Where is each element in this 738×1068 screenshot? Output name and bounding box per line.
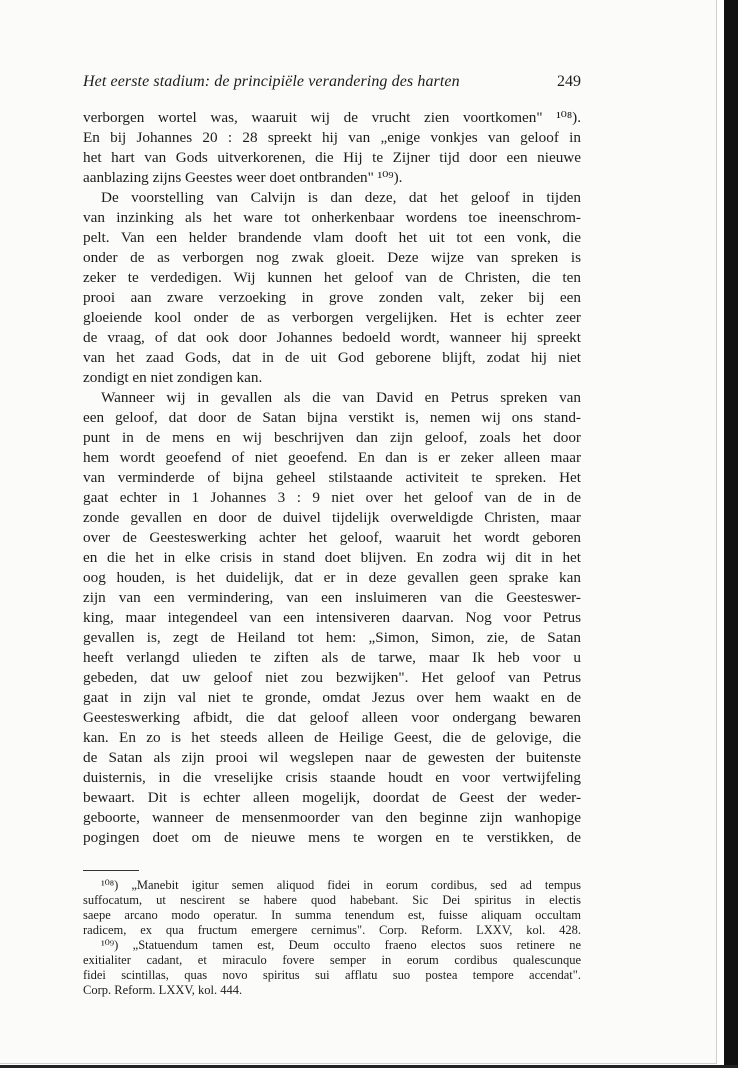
- text-line: het hart van Gods uitverkorenen, die Hij te Zijner tijd door een nieuwe: [83, 149, 581, 166]
- page-number: 249: [557, 73, 581, 90]
- text-line: gebeden, dat uw geloof niet zou bezwijken". Het geloof van Petrus: [83, 669, 581, 686]
- text-line: de vraag, of dat ook door Johannes bedoeld wordt, wanneer hij spreekt: [83, 329, 581, 346]
- text-line: king, maar integendeel van een intensiveren daarvan. Nog voor Petrus: [83, 609, 581, 626]
- text-line: verborgen wortel was, waaruit wij de vrucht zien voortkomen" ¹⁰⁸).: [83, 109, 581, 126]
- text-line: zijn van een vermindering, van een insluimeren van die Geesteswer-: [83, 589, 581, 606]
- text-line: van het zaad Gods, dat in de uit God geborene blijft, zodat hij niet: [83, 349, 581, 366]
- scan-edge-right: [724, 0, 738, 1068]
- text-line: Wanneer wij in gevallen als die van David en Petrus spreken van: [101, 389, 581, 406]
- text-line: en die het in elke crisis in stand doet blijven. En zodra wij dit in het: [83, 549, 581, 566]
- text-line: oog houden, is het duidelijk, dat er in deze gevallen geen sprake kan: [83, 569, 581, 586]
- text-line: een geloof, dat door de Satan bijna verstikt is, nemen wij ons stand-: [83, 409, 581, 426]
- text-line: zonde gevallen en door de duivel tijdelijk overweldigde Christen, maar: [83, 509, 581, 526]
- running-header: [83, 73, 581, 91]
- text-line: zondigt en niet zondigen kan.: [83, 369, 263, 386]
- text-line: prooi aan zware verzoeking in grove zonden valt, zeker bij een: [83, 289, 581, 306]
- footnote-line: radicem, ex qua fructum emergere cernimus". Corp. Reform. LXXV, kol. 428.: [83, 923, 581, 937]
- text-line: van inzinking als het ware tot onherkenbaar wordens toe ineenschrom-: [83, 209, 581, 226]
- text-line: aanblazing zijns Geestes weer doet ontbranden" ¹⁰⁹).: [83, 169, 403, 186]
- text-line: gaat in zijn val niet te gronde, omdat Jezus over hem waakt en de: [83, 689, 581, 706]
- text-line: gloeiende kool onder de as verborgen vergelijken. Het is echter zeer: [83, 309, 581, 326]
- text-line: En bij Johannes 20 : 28 spreekt hij van „enige vonkjes van geloof in: [83, 129, 581, 146]
- footnote-line: ¹⁰⁸) „Manebit igitur semen aliquod fidei in eorum cordibus, sed ad tempus: [101, 878, 581, 892]
- text-line: punt in de mens en wij beschrijven dan zijn geloof, zoals het door: [83, 429, 581, 446]
- footnote-line: ¹⁰⁹) „Statuendum tamen est, Deum occulto fraeno electos suos retinere ne: [101, 938, 581, 952]
- footnotes: [83, 878, 581, 998]
- footnote-line: saepe arcano modo operatur. In summa tenendum est, fuisse aliquam occultam: [83, 908, 581, 922]
- body-text: [83, 108, 581, 848]
- footnote-separator: [83, 870, 139, 871]
- text-line: geboorte, wanneer de mensenmoorder van den beginne zijn wanhopige: [83, 809, 581, 826]
- footnote-line: exitialiter cadant, et miraculo fovere semper in eorum cordibus qualescunque: [83, 953, 581, 967]
- text-line: kan. En zo is het steeds alleen de Heilige Geest, die de gelovige, die: [83, 729, 581, 746]
- text-line: over de Geesteswerking achter het geloof, waaruit het wordt geboren: [83, 529, 581, 546]
- text-line: pogingen doet om de nieuwe mens te worgen en te verstikken, de: [83, 829, 581, 846]
- text-line: heeft verlangd ulieden te ziften als de tarwe, maar Ik heb voor u: [83, 649, 581, 666]
- text-line: gevallen is, zegt de Heiland tot hem: „Simon, Simon, zie, de Satan: [83, 629, 581, 646]
- text-line: onder de as verborgen nog zwak gloeit. Deze wijze van spreken is: [83, 249, 581, 266]
- text-line: de Satan als zijn prooi wil wegslepen naar de gewesten der buitenste: [83, 749, 581, 766]
- text-line: bewaart. Dit is echter alleen mogelijk, doordat de Geest der weder-: [83, 789, 581, 806]
- text-line: Geesteswerking afbidt, die dat geloof alleen voor ondergang bewaren: [83, 709, 581, 726]
- footnote-line: fidei scintillas, quas novo spiritus sui afflatu suo postea tempore accendat".: [83, 968, 581, 982]
- footnote-line: Corp. Reform. LXXV, kol. 444.: [83, 983, 243, 997]
- text-line: van verminderde of bijna geheel stilstaande activiteit te spreken. Het: [83, 469, 581, 486]
- text-line: gaat echter in 1 Johannes 3 : 9 niet over het geloof van de in de: [83, 489, 581, 506]
- running-title: Het eerste stadium: de principiële verandering des harten: [83, 73, 460, 90]
- footnote-line: suffocatum, ut nescirent se habere quod habebant. Sic Dei spiritus in electis: [83, 893, 581, 907]
- text-line: hem wordt geoefend of niet geoefend. En dan is er zeker alleen maar: [83, 449, 581, 466]
- text-line: pelt. Van een helder brandende vlam dooft het uit tot een vonk, die: [83, 229, 581, 246]
- text-line: zeker te verdedigen. Wij kunnen het geloof van de Christen, die ten: [83, 269, 581, 286]
- text-line: De voorstelling van Calvijn is dan deze, dat het geloof in tijden: [101, 189, 581, 206]
- text-line: duisternis, in die vreselijke crisis staande houdt en voor vertwijfeling: [83, 769, 581, 786]
